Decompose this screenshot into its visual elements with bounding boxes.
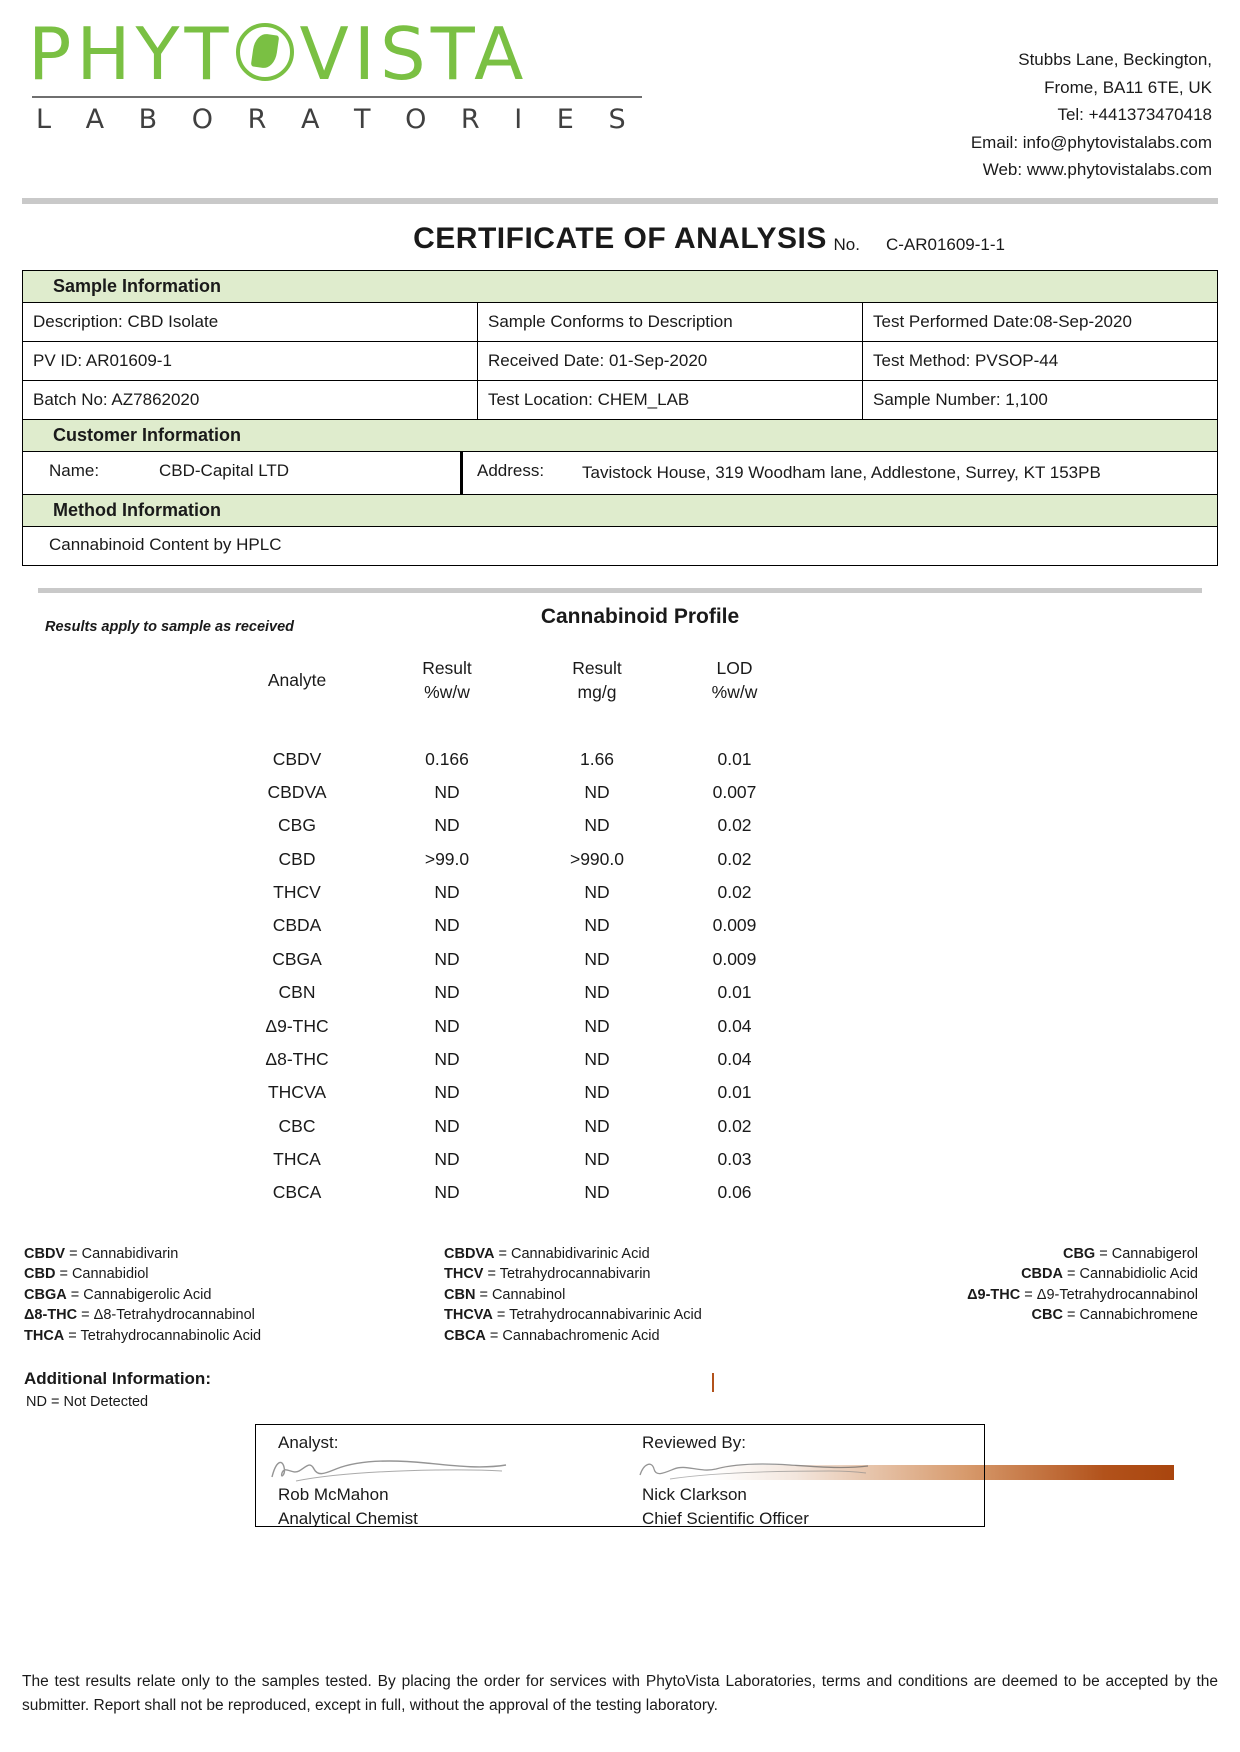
analyte-name: THCVA xyxy=(267,1082,326,1103)
customer-name-value: CBD-Capital LTD xyxy=(159,460,290,480)
contact-line-2: Frome, BA11 6TE, UK xyxy=(1044,77,1212,97)
abbreviation-definition: = Cannabigerol xyxy=(1095,1245,1198,1262)
analyte-name: CBD xyxy=(278,848,316,869)
results-rule xyxy=(38,588,1202,593)
method-information-band: Method Information xyxy=(23,495,1217,527)
analyte-name: CBDV xyxy=(272,748,322,769)
certificate-number-value: C-AR01609-1-1 xyxy=(885,234,1005,254)
abbreviation-term: Δ9-THC xyxy=(967,1286,1021,1303)
analyst-label: Analyst: xyxy=(278,1432,339,1452)
abbreviation-term: CBC xyxy=(1031,1307,1063,1324)
received-date: Received Date: 01-Sep-2020 xyxy=(478,342,863,380)
contact-line-4: Email: info@phytovistalabs.com xyxy=(970,132,1212,152)
abbreviation-item xyxy=(894,1264,1198,1285)
table-header-row xyxy=(222,657,797,710)
pv-id: PV ID: AR01609-1 xyxy=(23,342,478,380)
header-analyte: Analyte xyxy=(267,670,327,691)
abbreviation-definition: = Cannabidiol xyxy=(55,1266,149,1283)
brand-logo xyxy=(22,12,668,135)
customer-row xyxy=(23,452,1217,496)
abbreviation-item xyxy=(894,1285,1198,1306)
abbreviation-item xyxy=(24,1244,444,1265)
result-percent: ND xyxy=(434,781,460,802)
footer-disclaimer: The test results relate only to the samples tested. By placing the order for services with PhytoVista Laboratories, terms and conditions are deemed to be accepted by the submitter. Report shall not be reproduced, except in full, without the approval of the testing laboratory. xyxy=(22,1672,1218,1714)
table-row xyxy=(222,1043,797,1076)
abbreviation-term: CBG xyxy=(1062,1245,1096,1262)
customer-name xyxy=(23,452,463,495)
header-lod-line2: %w/w xyxy=(711,681,758,702)
leaf-in-circle-icon xyxy=(236,23,298,85)
brand-name-part2: VISTA xyxy=(299,12,529,96)
contact-line-1: Stubbs Lane, Beckington, xyxy=(1018,50,1212,69)
reviewer-signature-image xyxy=(630,1451,880,1485)
table-row xyxy=(222,1143,797,1176)
result-lod: 0.009 xyxy=(712,948,757,969)
test-method: Test Method: PVSOP-44 xyxy=(873,350,1059,370)
result-lod: 0.04 xyxy=(717,1048,752,1069)
test-location: Test Location: CHEM_LAB xyxy=(478,381,863,419)
analyte-name: CBG xyxy=(278,815,316,836)
result-mgg: ND xyxy=(584,1115,610,1136)
contact-line-5: Web: www.phytovistalabs.com xyxy=(982,160,1212,180)
cannabinoid-profile-title: Cannabinoid Profile xyxy=(540,605,740,629)
result-mgg: ND xyxy=(584,815,610,836)
batch-no: Batch No: AZ7862020 xyxy=(23,381,478,419)
analyte-name: CBDVA xyxy=(267,781,327,802)
analyte-name: CBDA xyxy=(272,915,322,936)
header-result-mgg xyxy=(522,657,672,710)
table-row xyxy=(222,909,797,942)
table-row xyxy=(222,976,797,1009)
additional-information-value: ND = Not Detected xyxy=(26,1393,149,1410)
result-percent: ND xyxy=(434,1082,460,1103)
customer-name-label: Name: xyxy=(49,460,100,480)
result-lod: 0.01 xyxy=(717,982,752,1003)
abbreviation-definition: = Δ9-Tetrahydrocannabinol xyxy=(1020,1286,1198,1303)
result-percent: ND xyxy=(434,982,460,1003)
header-result-mgg-line1: Result xyxy=(572,658,622,679)
contact-line-3: Tel: +441373470418 xyxy=(1057,105,1212,125)
abbreviation-term: CBD xyxy=(24,1266,56,1283)
abbreviation-term: CBDA xyxy=(1021,1266,1063,1283)
abbreviation-definition: = Cannabichromene xyxy=(1062,1307,1198,1324)
result-lod: 0.02 xyxy=(717,882,752,903)
abbreviation-definition: = Cannabidiolic Acid xyxy=(1062,1266,1198,1283)
abbreviation-term: Δ8-THC xyxy=(24,1307,78,1324)
table-row xyxy=(23,381,1217,420)
result-lod: 0.06 xyxy=(717,1182,752,1203)
result-lod: 0.01 xyxy=(717,748,752,769)
abbreviation-definition: = Tetrahydrocannabinolic Acid xyxy=(64,1327,262,1344)
certificate-number-label: No. xyxy=(833,234,860,254)
customer-address-value: Tavistock House, 319 Woodham lane, Addlestone, Surrey, KT 153PB xyxy=(582,462,1101,482)
result-percent: ND xyxy=(434,1115,460,1136)
analyte-name: CBC xyxy=(278,1115,316,1136)
abbreviation-term: CBN xyxy=(444,1286,476,1303)
abbreviation-item xyxy=(444,1326,894,1347)
abbreviation-item xyxy=(444,1264,894,1285)
analyte-name: Δ9-THC xyxy=(265,1015,329,1036)
abbreviation-item xyxy=(24,1285,444,1306)
abbreviation-item xyxy=(24,1264,444,1285)
result-percent: ND xyxy=(434,1048,460,1069)
result-mgg: ND xyxy=(584,1149,610,1170)
page-header xyxy=(0,0,1240,184)
title-row xyxy=(0,222,1240,256)
abbreviation-definition: = Tetrahydrocannabivarinic Acid xyxy=(492,1307,702,1324)
method-information-value: Cannabinoid Content by HPLC xyxy=(49,535,282,555)
sample-conformance: Sample Conforms to Description xyxy=(478,303,863,341)
brand-divider xyxy=(32,96,642,98)
result-mgg: ND xyxy=(584,1015,610,1036)
analyte-name: THCA xyxy=(273,1149,321,1170)
table-row xyxy=(222,776,797,809)
header-lod-line1: LOD xyxy=(716,658,753,679)
abbreviation-definition: = Cannabidivarin xyxy=(65,1245,179,1262)
abbreviation-item xyxy=(444,1285,894,1306)
abbreviation-term: THCV xyxy=(444,1266,484,1283)
abbreviation-term: CBGA xyxy=(24,1286,67,1303)
cannabinoid-results-table xyxy=(222,657,797,1209)
sample-description: Description: CBD Isolate xyxy=(23,303,478,341)
results-note: Results apply to sample as received xyxy=(45,619,295,636)
abbreviations-column-1 xyxy=(22,1244,444,1347)
customer-information-band: Customer Information xyxy=(23,420,1217,452)
reviewer-label: Reviewed By: xyxy=(642,1432,746,1452)
chromatogram-tick xyxy=(712,1373,714,1392)
abbreviation-definition: = Cannabinol xyxy=(475,1286,566,1303)
contact-block xyxy=(971,18,1218,184)
results-section xyxy=(0,605,1240,1209)
table-row xyxy=(222,1176,797,1209)
table-row xyxy=(222,842,797,875)
result-mgg: ND xyxy=(584,1082,610,1103)
header-result-percent-line2: %w/w xyxy=(424,681,470,702)
analyte-name: CBCA xyxy=(272,1182,322,1203)
abbreviation-term: CBDV xyxy=(24,1245,66,1262)
analyst-signature-image xyxy=(266,1451,516,1485)
abbreviation-definition: = Cannabachromenic Acid xyxy=(485,1327,660,1344)
table-row xyxy=(23,303,1217,342)
analyst-signature-block xyxy=(256,1425,620,1526)
result-percent: ND xyxy=(434,815,460,836)
signature-box xyxy=(255,1424,985,1527)
result-lod: 0.04 xyxy=(717,1015,752,1036)
table-row xyxy=(222,1109,797,1142)
abbreviation-item xyxy=(444,1305,894,1326)
header-result-percent-line1: Result xyxy=(422,658,472,679)
table-row xyxy=(222,809,797,842)
result-percent: 0.166 xyxy=(425,748,469,769)
sample-information-band: Sample Information xyxy=(23,271,1217,303)
table-row xyxy=(23,342,1217,381)
header-lod xyxy=(672,657,797,710)
result-lod: 0.02 xyxy=(717,848,752,869)
result-percent: >99.0 xyxy=(424,848,470,869)
abbreviation-item xyxy=(444,1244,894,1265)
result-mgg: ND xyxy=(584,781,610,802)
abbreviation-term: THCVA xyxy=(444,1307,493,1324)
table-row xyxy=(222,876,797,909)
result-lod: 0.02 xyxy=(717,815,752,836)
information-tables xyxy=(22,270,1218,567)
customer-address-label: Address: xyxy=(477,460,545,480)
customer-address xyxy=(463,452,1217,495)
analyte-name: CBGA xyxy=(272,948,322,969)
header-result-mgg-line2: mg/g xyxy=(577,681,617,702)
result-mgg: 1.66 xyxy=(579,748,615,769)
analyte-name: THCV xyxy=(273,882,321,903)
additional-information-title: Additional Information: xyxy=(24,1368,211,1388)
header-result-percent xyxy=(372,657,522,710)
brand-name-part1: PHYT xyxy=(28,12,234,96)
result-lod: 0.02 xyxy=(717,1115,752,1136)
table-row xyxy=(222,943,797,976)
reviewer-role: Chief Scientific Officer xyxy=(642,1508,809,1527)
reviewer-signature-block xyxy=(620,1425,984,1526)
result-percent: ND xyxy=(434,948,460,969)
abbreviation-item xyxy=(24,1326,444,1347)
abbreviations-column-3 xyxy=(894,1244,1218,1347)
abbreviation-term: CBDVA xyxy=(444,1245,495,1262)
header-rule xyxy=(22,198,1218,204)
abbreviations-column-2 xyxy=(444,1244,894,1347)
result-mgg: ND xyxy=(584,882,610,903)
result-lod: 0.01 xyxy=(717,1082,752,1103)
certificate-number xyxy=(833,235,1005,255)
abbreviation-item xyxy=(894,1305,1198,1326)
abbreviation-item xyxy=(894,1244,1198,1265)
abbreviations xyxy=(22,1244,1218,1347)
result-mgg: ND xyxy=(584,915,610,936)
analyst-name: Rob McMahon xyxy=(278,1484,389,1504)
result-lod: 0.007 xyxy=(712,781,757,802)
abbreviation-definition: = Δ8-Tetrahydrocannabinol xyxy=(77,1307,255,1324)
table-row xyxy=(222,1009,797,1042)
result-percent: ND xyxy=(434,1015,460,1036)
brand-subtitle: L A B O R A T O R I E S xyxy=(36,104,639,135)
abbreviation-item xyxy=(24,1305,444,1326)
result-percent: ND xyxy=(434,882,460,903)
abbreviation-definition: = Cannabigerolic Acid xyxy=(66,1286,212,1303)
result-percent: ND xyxy=(434,1182,460,1203)
abbreviation-term: CBCA xyxy=(444,1327,486,1344)
reviewer-name: Nick Clarkson xyxy=(642,1484,747,1504)
result-mgg: ND xyxy=(584,982,610,1003)
analyte-name: CBN xyxy=(278,982,316,1003)
page-title: CERTIFICATE OF ANALYSIS xyxy=(413,221,827,255)
result-mgg: ND xyxy=(584,1048,610,1069)
brand-wordmark xyxy=(28,12,668,96)
sample-number: Sample Number: 1,100 xyxy=(873,389,1048,409)
analyst-role: Analytical Chemist xyxy=(278,1508,418,1527)
abbreviation-term: THCA xyxy=(24,1327,65,1344)
table-row xyxy=(222,711,797,776)
test-performed-date: Test Performed Date:08-Sep-2020 xyxy=(873,311,1132,331)
table-row xyxy=(222,1076,797,1109)
result-mgg: >990.0 xyxy=(569,848,624,869)
result-lod: 0.009 xyxy=(712,915,757,936)
analyte-name: Δ8-THC xyxy=(265,1048,329,1069)
result-percent: ND xyxy=(434,915,460,936)
result-mgg: ND xyxy=(584,948,610,969)
result-percent: ND xyxy=(434,1149,460,1170)
abbreviation-definition: = Cannabidivarinic Acid xyxy=(494,1245,650,1262)
result-lod: 0.03 xyxy=(717,1149,752,1170)
abbreviation-definition: = Tetrahydrocannabivarin xyxy=(483,1266,651,1283)
result-mgg: ND xyxy=(584,1182,610,1203)
